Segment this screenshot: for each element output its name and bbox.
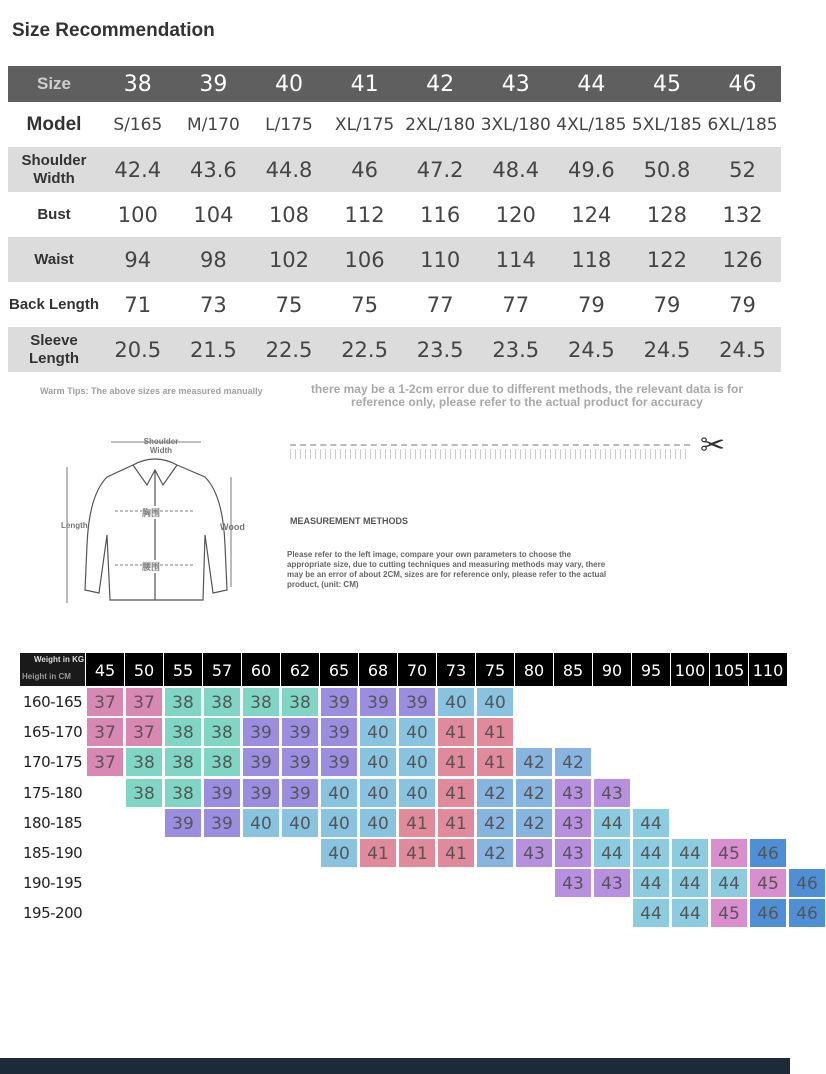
weight-header-cell: 80 <box>515 653 553 686</box>
size-cell: 94 <box>124 247 152 272</box>
size-grid-cell: 40 <box>359 747 397 777</box>
size-grid-cell: 38 <box>164 717 202 747</box>
size-grid-cell: 39 <box>281 717 319 747</box>
size-grid-cell: 42 <box>554 747 592 777</box>
size-grid-cell: 39 <box>281 778 319 808</box>
size-cell: 110 <box>420 247 461 272</box>
size-header-cell: 42 <box>426 71 455 97</box>
size-grid-cell: 42 <box>515 808 553 838</box>
size-header-cell: 39 <box>199 71 228 97</box>
size-grid-cell: 42 <box>515 778 553 808</box>
size-row-label: Bust <box>37 205 71 223</box>
size-grid-cell: 44 <box>671 838 709 868</box>
size-grid-cell: 43 <box>554 838 592 868</box>
size-grid-cell: 38 <box>281 687 319 717</box>
size-grid-cell: 39 <box>242 747 280 777</box>
size-cell: 79 <box>729 292 756 317</box>
size-cell: 20.5 <box>114 337 162 362</box>
page-title: Size Recommendation <box>12 20 215 41</box>
size-row-label: Back Length <box>8 295 99 313</box>
size-grid-cell: 44 <box>632 808 670 838</box>
size-grid-cell: 40 <box>320 838 358 868</box>
weight-header-cell: 75 <box>476 653 514 686</box>
size-grid-cell: 39 <box>359 687 397 717</box>
diagram-waist-label: 腰围 <box>142 562 161 572</box>
size-cell: 52 <box>729 157 756 182</box>
size-grid-cell: 39 <box>242 717 280 747</box>
size-grid-cell: 43 <box>593 778 631 808</box>
weight-header-cell: 62 <box>281 653 319 686</box>
size-grid-cell: 40 <box>398 747 436 777</box>
size-header-cell: 43 <box>501 71 530 97</box>
size-cell: 4XL/185 <box>556 114 627 135</box>
size-grid-cell: 41 <box>476 717 514 747</box>
size-grid-cell: 42 <box>476 838 514 868</box>
size-grid-cell: 39 <box>164 808 202 838</box>
size-cell: 42.4 <box>114 157 162 182</box>
size-row-label: Shoulder Width <box>21 151 87 187</box>
size-grid-cell: 39 <box>203 808 241 838</box>
weight-header-cell: 110 <box>749 653 787 686</box>
size-cell: 100 <box>117 202 158 227</box>
height-row-label: 175-180 <box>23 783 83 802</box>
height-axis-label: Height in CM <box>22 672 71 681</box>
size-cell: 112 <box>344 202 385 227</box>
size-cell: 48.4 <box>492 157 540 182</box>
size-grid-cell: 46 <box>788 898 826 928</box>
size-row <box>8 192 781 237</box>
size-cell: 2XL/180 <box>405 114 476 135</box>
size-grid-cell: 40 <box>359 808 397 838</box>
size-grid-cell: 37 <box>86 747 124 777</box>
size-cell: L/175 <box>265 114 313 135</box>
size-grid-cell: 41 <box>437 808 475 838</box>
diagram-shoulder-label: Shoulder Width <box>143 437 179 455</box>
size-grid-cell: 41 <box>398 838 436 868</box>
size-cell: 23.5 <box>492 337 540 362</box>
size-cell: 44.8 <box>265 157 313 182</box>
size-cell: 21.5 <box>190 337 237 362</box>
size-grid-cell: 37 <box>125 717 163 747</box>
size-row <box>8 102 781 147</box>
height-row-label: 195-200 <box>23 904 83 923</box>
size-row-label: Waist <box>34 250 74 268</box>
size-grid-cell: 40 <box>359 778 397 808</box>
weight-header-cell: 68 <box>359 653 397 686</box>
size-grid-cell: 44 <box>593 808 631 838</box>
size-cell: 5XL/185 <box>631 114 702 135</box>
size-cell: 77 <box>502 292 530 317</box>
size-grid-cell: 46 <box>749 838 787 868</box>
size-grid-cell: 37 <box>86 687 124 717</box>
size-grid-cell: 39 <box>320 717 358 747</box>
size-row-label: Model <box>26 113 82 135</box>
size-grid-cell: 38 <box>164 778 202 808</box>
size-cell: 6XL/185 <box>707 114 778 135</box>
size-cell: 46 <box>351 157 378 182</box>
size-cell: 116 <box>420 202 461 227</box>
size-cell: 24.5 <box>643 337 691 362</box>
scissors-icon: ✂ <box>700 429 726 462</box>
size-header-cell: 38 <box>123 71 152 97</box>
size-header-label: Size <box>36 74 72 93</box>
size-grid-cell: 42 <box>476 778 514 808</box>
diagram-sleeve-label: Wood <box>220 522 245 532</box>
weight-header-cell: 95 <box>632 653 670 686</box>
height-row-label: 185-190 <box>23 844 83 862</box>
size-grid-cell: 46 <box>788 868 826 898</box>
size-grid-cell: 41 <box>398 808 436 838</box>
size-grid-cell: 38 <box>203 747 241 777</box>
weight-axis-label: Weight in KG <box>34 655 85 664</box>
size-cell: 71 <box>124 292 152 317</box>
size-cell: 106 <box>344 247 385 272</box>
size-cell: 75 <box>275 292 303 317</box>
size-grid-cell: 43 <box>515 838 553 868</box>
size-cell: 47.2 <box>416 157 464 182</box>
size-cell: 3XL/180 <box>480 114 551 135</box>
size-grid-cell: 41 <box>437 747 475 777</box>
height-row-label: 180-185 <box>23 813 83 832</box>
grid-corner <box>20 653 85 686</box>
height-row-label: 160-165 <box>23 693 83 711</box>
size-grid-cell: 44 <box>710 868 748 898</box>
size-cell: 104 <box>193 202 234 227</box>
size-cell: 22.5 <box>265 337 313 362</box>
size-grid-cell: 45 <box>710 838 748 868</box>
weight-header-cell: 73 <box>437 653 475 686</box>
size-grid-cell: 42 <box>515 747 553 777</box>
size-cell: 23.5 <box>416 337 464 362</box>
weight-header-cell: 90 <box>593 653 631 686</box>
size-cell: 50.8 <box>643 157 691 182</box>
size-cell: 22.5 <box>341 337 388 362</box>
size-cell: 49.6 <box>567 157 615 182</box>
size-row <box>8 282 781 327</box>
size-grid-cell: 38 <box>164 747 202 777</box>
size-cell: 126 <box>722 247 763 272</box>
size-cell: XL/175 <box>334 114 395 135</box>
size-grid-cell: 41 <box>476 747 514 777</box>
size-grid-cell: 38 <box>125 778 163 808</box>
size-grid-cell: 38 <box>203 717 241 747</box>
size-grid-cell: 41 <box>437 717 475 747</box>
size-cell: 120 <box>495 202 536 227</box>
size-cell: 102 <box>268 247 310 272</box>
size-cell: 79 <box>577 292 605 317</box>
size-grid-cell: 46 <box>749 898 787 928</box>
size-grid-cell: 43 <box>593 868 631 898</box>
size-cell: 132 <box>722 202 763 227</box>
size-grid-cell: 44 <box>671 898 709 928</box>
weight-header-cell: 70 <box>398 653 436 686</box>
size-grid-cell: 40 <box>398 778 436 808</box>
size-table <box>8 66 781 372</box>
size-cell: 124 <box>571 202 612 227</box>
size-cell: 73 <box>200 292 227 317</box>
size-header-cell: 45 <box>652 71 681 97</box>
warm-tips: Warm Tips: The above sizes are measured manually <box>40 386 263 396</box>
size-cell: 43.6 <box>190 157 237 182</box>
size-cell: 75 <box>351 292 378 317</box>
size-grid-cell: 44 <box>593 838 631 868</box>
size-grid-cell: 38 <box>125 747 163 777</box>
size-cell: 79 <box>653 292 681 317</box>
size-cell: 118 <box>571 247 612 272</box>
size-grid-cell: 44 <box>632 868 670 898</box>
size-grid-cell: 43 <box>554 868 592 898</box>
size-grid-cell: 41 <box>359 838 397 868</box>
size-header-row <box>8 66 781 102</box>
size-grid-cell: 43 <box>554 778 592 808</box>
size-header-cell: 46 <box>728 71 757 97</box>
size-grid-cell: 40 <box>476 687 514 717</box>
size-grid-cell: 39 <box>242 778 280 808</box>
weight-header-cell: 57 <box>203 653 241 686</box>
weight-header-cell: 65 <box>320 653 358 686</box>
size-cell: 98 <box>200 247 227 272</box>
height-row-label: 170-175 <box>23 753 83 772</box>
size-grid-cell: 40 <box>359 717 397 747</box>
size-grid-cell: 44 <box>632 898 670 928</box>
size-grid-cell: 45 <box>710 898 748 928</box>
size-grid-cell: 42 <box>476 808 514 838</box>
size-grid-cell: 38 <box>164 687 202 717</box>
diagram-chest-label: 胸围 <box>142 508 161 518</box>
size-grid-cell: 39 <box>320 687 358 717</box>
size-grid-cell: 41 <box>437 778 475 808</box>
weight-header-cell: 100 <box>671 653 709 686</box>
size-grid-cell: 38 <box>242 687 280 717</box>
size-grid-cell: 40 <box>281 808 319 838</box>
size-cell: 24.5 <box>719 337 766 362</box>
weight-header-cell: 55 <box>164 653 202 686</box>
size-cell: 114 <box>495 247 536 272</box>
size-row <box>8 327 781 372</box>
jacket-diagram <box>55 425 265 615</box>
weight-header-cell: 105 <box>710 653 748 686</box>
size-grid-cell: 40 <box>320 778 358 808</box>
measurement-methods-title: MEASUREMENT METHODS <box>290 516 409 526</box>
footer-bar <box>0 1058 790 1074</box>
size-grid-cell: 44 <box>671 868 709 898</box>
size-row-label: Sleeve Length <box>29 331 79 367</box>
size-cell: S/165 <box>113 114 163 135</box>
size-grid-cell: 40 <box>437 687 475 717</box>
size-header-cell: 44 <box>577 71 606 97</box>
size-grid-cell: 39 <box>281 747 319 777</box>
size-grid-cell: 45 <box>749 868 787 898</box>
size-header-cell: 40 <box>274 71 303 97</box>
warm-tips-continued: there may be a 1-2cm error due to different methods, the relevant data is for reference only, please refer to the actual product for accuracy <box>310 382 744 409</box>
size-grid-cell: 37 <box>86 717 124 747</box>
size-cell: 77 <box>426 292 454 317</box>
measuring-tape-ticks <box>290 449 690 459</box>
size-grid-cell: 40 <box>398 717 436 747</box>
size-grid-cell: 40 <box>320 808 358 838</box>
size-header-cell: 41 <box>350 71 379 97</box>
size-cell: 24.5 <box>567 337 615 362</box>
size-cell: 108 <box>268 202 310 227</box>
size-row <box>8 147 781 192</box>
weight-header-cell: 50 <box>125 653 163 686</box>
measurement-methods-text: Please refer to the left image, compare your own parameters to choose the appropriate size, due to cutting techniques and measuring methods may vary, there may be an error of about 2CM, sizes are for reference only, please refer to the actual product, (unit: CM) <box>287 550 607 589</box>
size-grid-cell: 41 <box>437 838 475 868</box>
diagram-length-label: Length <box>61 521 88 530</box>
weight-header-cell: 45 <box>86 653 124 686</box>
size-grid-cell: 37 <box>125 687 163 717</box>
size-cell: 122 <box>646 247 687 272</box>
size-grid-cell: 44 <box>632 838 670 868</box>
size-cell: M/170 <box>186 114 240 135</box>
size-cell: 128 <box>646 202 687 227</box>
height-row-label: 165-170 <box>23 723 83 742</box>
size-grid-cell: 38 <box>203 687 241 717</box>
size-grid-cell: 39 <box>398 687 436 717</box>
size-grid-cell: 40 <box>242 808 280 838</box>
size-grid-cell: 39 <box>320 747 358 777</box>
size-grid-cell: 39 <box>203 778 241 808</box>
size-row <box>8 237 781 282</box>
height-row-label: 190-195 <box>23 874 83 893</box>
weight-header-cell: 60 <box>242 653 280 686</box>
size-grid-cell: 43 <box>554 808 592 838</box>
weight-header-cell: 85 <box>554 653 592 686</box>
